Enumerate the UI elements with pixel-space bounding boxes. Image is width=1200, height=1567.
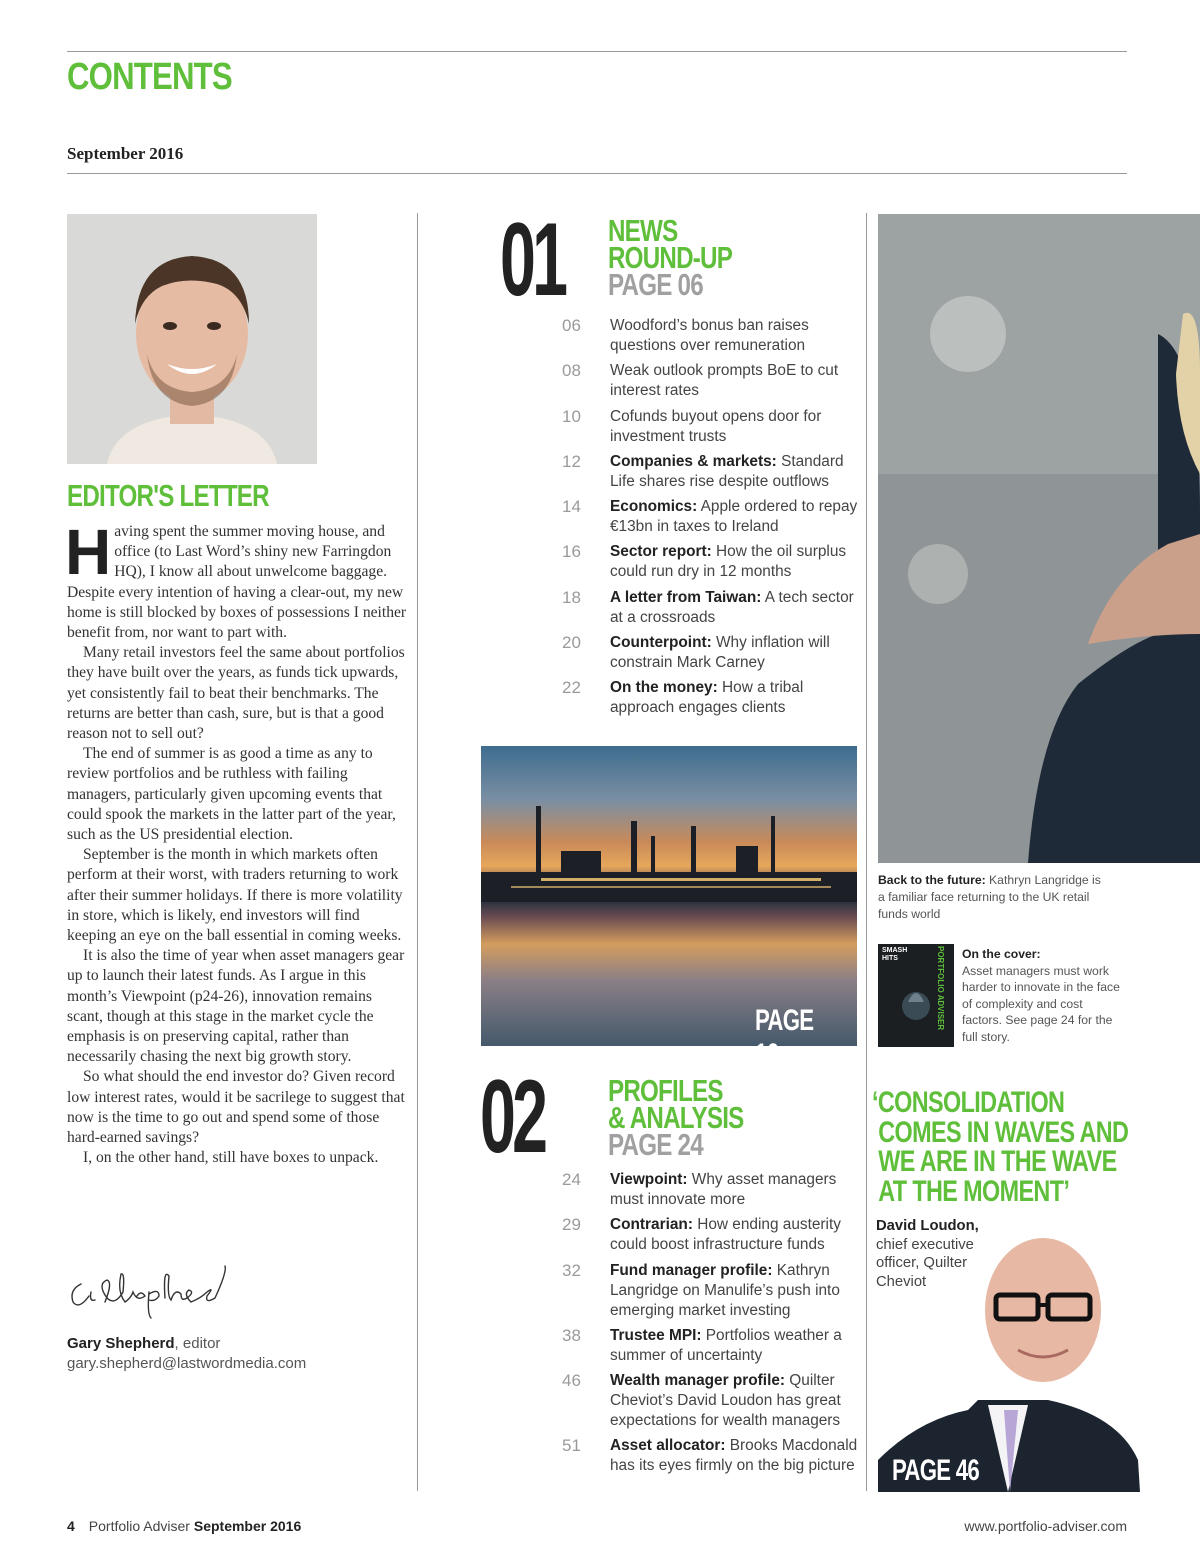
toc-page-number: 29 [562,1215,581,1235]
caption-lead: Back to the future: [878,873,986,887]
toc-page-number: 20 [562,633,581,653]
quote-line: ‘CONSOLIDATION [872,1086,1065,1119]
editor-name-line [67,1335,220,1352]
toc-entry-description: Why asset managers must innovate more [610,1171,837,1208]
section-title-line: PROFILES [608,1073,723,1108]
toc-page-number: 10 [562,406,581,426]
toc-entry-text [610,316,858,356]
toc-entry-text [610,1170,858,1210]
page-number: 4 [67,1518,75,1534]
toc-entry-text [610,1215,858,1255]
drop-cap: H [65,516,112,588]
quote-title: chief executive officer, Quilter Cheviot [876,1236,974,1290]
toc-page-number: 16 [562,542,581,562]
quote-line: COMES IN WAVES AND [878,1115,1129,1149]
cover-thumbnail[interactable] [878,944,954,1047]
toc-item[interactable] [560,452,860,497]
letter-paragraph: So what should the end investor do? Given record low interest rates, would it be sacrilege to suggest that now is the time to go out and spend some of those hard-earned savings? [67,1068,405,1147]
toc-entry-description: Kathryn Langridge on Manulife’s push into emerging market investing [610,1261,840,1319]
toc-entry-label: Viewpoint: [610,1171,688,1188]
toc-page-number: 51 [562,1435,581,1455]
toc-entry-text [610,588,858,628]
image-page-label: PAGE 46 [892,1454,979,1487]
toc-entry-description: Brooks Macdonald has its eyes firmly on the big picture [610,1436,858,1474]
cover-thumb-title: SMASH HITS [882,947,908,962]
toc-item[interactable] [560,633,860,678]
section-page: PAGE 06 [608,267,703,302]
toc-entry-label: Sector report: [610,543,712,561]
letter-paragraph: It is also the time of year when asset managers gear up to launch their latest funds. As I argue in this month’s Viewpoint (p24-26), innovation remains scant, though at this stage in the market cycle the emphasis is on preserving capital, rather than necessarily chasing the next big growth story. [67,947,405,1066]
toc-entry-text [610,633,858,673]
toc-entry-text [610,1326,858,1366]
toc-entry-label: A letter from Taiwan: [610,588,762,606]
toc-page-number: 38 [562,1325,581,1345]
toc-item[interactable] [560,1170,860,1215]
section-number-02: 02 [480,1059,545,1175]
toc-item[interactable] [560,1326,860,1371]
toc-entry-description: Portfolios weather a summer of uncertainty [610,1326,842,1364]
toc-page-number: 08 [562,361,581,381]
toc-page-number: 18 [562,587,581,607]
toc-entry-text [610,407,858,447]
toc-item[interactable] [560,316,860,361]
toc-entry-description: Weak outlook prompts BoE to cut interest rates [610,362,839,400]
cover-note [962,946,1120,1046]
toc-entry-description: A tech sector at a crossroads [610,588,854,626]
refinery-image [481,746,857,1071]
toc-entry-description: Quilter Cheviot’s David Loudon has great expectations for wealth managers [610,1371,841,1429]
column-divider-left [417,213,418,1491]
toc-page-number: 14 [562,497,581,517]
top-rule [67,51,1127,52]
toc-entry-description: How the oil surplus could run dry in 12 months [610,543,847,581]
toc-entry-description: How ending austerity could boost infrastructure funds [610,1216,841,1254]
toc-entry-text [610,1436,858,1476]
letter-paragraph: September is the month in which markets often perform at their worst, with traders returning to work after their summer holidays. If there is more volatility in store, which is likely, end investors will find keeping an eye on the ball essential in coming weeks. [67,846,403,945]
section-title-profiles [608,1073,744,1162]
toc-entry-text [610,1371,858,1431]
letter-paragraph: The end of summer is as good a time as any to review portfolios and be ruthless with failing managers, particularly given upcoming events that could spook the markets in the latter part of the year, such as the US presidential election. [67,745,396,844]
toc-entry-text [610,678,858,718]
toc-page-number: 24 [562,1170,581,1189]
editor-role: , editor [174,1335,221,1352]
section-title-line: & ANALYSIS [608,1100,744,1135]
toc-item[interactable] [560,497,860,542]
footer-url[interactable]: www.portfolio-adviser.com [964,1518,1127,1534]
toc-entry-label: Economics: [610,498,698,516]
toc-entry-label: Fund manager profile: [610,1261,773,1279]
cover-caption [878,872,1103,923]
publication-name: Portfolio Adviser [88,1518,190,1534]
toc-item[interactable] [560,1436,860,1481]
quote-line: AT THE MOMENT’ [878,1174,1070,1208]
toc-entry-text [610,361,858,401]
toc-item[interactable] [560,542,860,587]
toc-list-profiles [560,1170,860,1481]
toc-page-number: 32 [562,1260,581,1280]
section-page: PAGE 24 [608,1127,703,1162]
toc-item[interactable] [560,1371,860,1436]
toc-item[interactable] [560,1261,860,1326]
toc-item[interactable] [560,361,860,406]
toc-entry-text [610,497,858,537]
section-title-line: ROUND-UP [608,240,733,275]
letter-paragraph: Many retail investors feel the same about portfolios they have built over the years, as funds tick upwards, yet consistently fail to beat their benchmarks. The returns are better than cash, sure, but is that a good reason not to sell out? [67,644,405,743]
toc-page-number: 06 [562,316,581,335]
toc-entry-text [610,1261,858,1321]
toc-entry-text [610,542,858,582]
footer-publication [67,1518,301,1534]
toc-list-news [560,316,860,724]
toc-entry-description: Cofunds buyout opens door for investment trusts [610,407,822,445]
footer-issue: September 2016 [193,1518,302,1534]
toc-entry-description: Woodford’s bonus ban raises questions over remuneration [610,317,809,354]
letter-paragraph: I, on the other hand, still have boxes to unpack. [83,1149,379,1167]
letter-paragraph: aving spent the summer moving house, and office (to Last Word’s shiny new Farringdon HQ), I know all about unwelcome baggage. Despite every intention of having a clear-out, my new home is still blocked by boxes of possessions I neither benefit from, nor want to part with. [67,523,407,642]
toc-item[interactable] [560,407,860,452]
toc-item[interactable] [560,678,860,723]
cover-note-text: Asset managers must work harder to innovate in the face of complexity and cost factors. See page 24 for the full story. [962,963,1120,1044]
column-divider-right [866,213,867,1491]
page-title: CONTENTS [67,56,232,98]
editor-signature [67,1262,237,1322]
toc-page-number: 46 [562,1370,581,1390]
toc-entry-description: Standard Life shares rise despite outflows [610,452,844,490]
header-rule [67,173,1127,174]
caption-text: Kathryn Langridge is a familiar face returning to the UK retail funds world [878,873,1101,921]
pull-quote [872,1086,1129,1208]
toc-entry-label: Trustee MPI: [610,1326,702,1344]
editor-name: Gary Shepherd [67,1335,175,1352]
toc-entry-label: Asset allocator: [610,1436,726,1454]
toc-entry-description: Apple ordered to repay €13bn in taxes to Ireland [610,498,858,536]
toc-entry-label: Companies & markets: [610,452,777,470]
toc-entry-description: How a tribal approach engages clients [610,679,804,717]
toc-entry-label: Wealth manager profile: [610,1371,786,1389]
section-number-01: 01 [500,202,565,318]
editor-photo [67,214,317,464]
toc-entry-label: Contrarian: [610,1216,693,1234]
toc-page-number: 12 [562,451,581,471]
quote-line: WE ARE IN THE WAVE [878,1145,1117,1178]
issue-date: September 2016 [67,144,184,163]
quote-name: David Loudon, [876,1218,979,1234]
image-page-label: PAGE 16 [755,1004,814,1071]
editors-letter-heading: EDITOR'S LETTER [67,478,269,513]
section-title-line: NEWS [608,213,678,248]
toc-entry-description: Why inflation will constrain Mark Carney [610,634,830,672]
cover-photo [878,214,1200,863]
toc-entry-label: Counterpoint: [610,634,712,652]
quote-attribution [876,1217,986,1291]
cover-note-lead: On the cover: [962,947,1041,961]
toc-item[interactable] [560,588,860,633]
editor-email[interactable]: gary.shepherd@lastwordmedia.com [67,1355,307,1372]
toc-item[interactable] [560,1215,860,1260]
toc-page-number: 22 [562,678,581,698]
cover-thumb-masthead: PORTFOLIO ADVISER [936,946,945,1031]
editors-letter-body [65,516,409,1169]
toc-entry-text [610,452,858,492]
section-title-news [608,213,733,302]
toc-entry-label: On the money: [610,679,718,697]
